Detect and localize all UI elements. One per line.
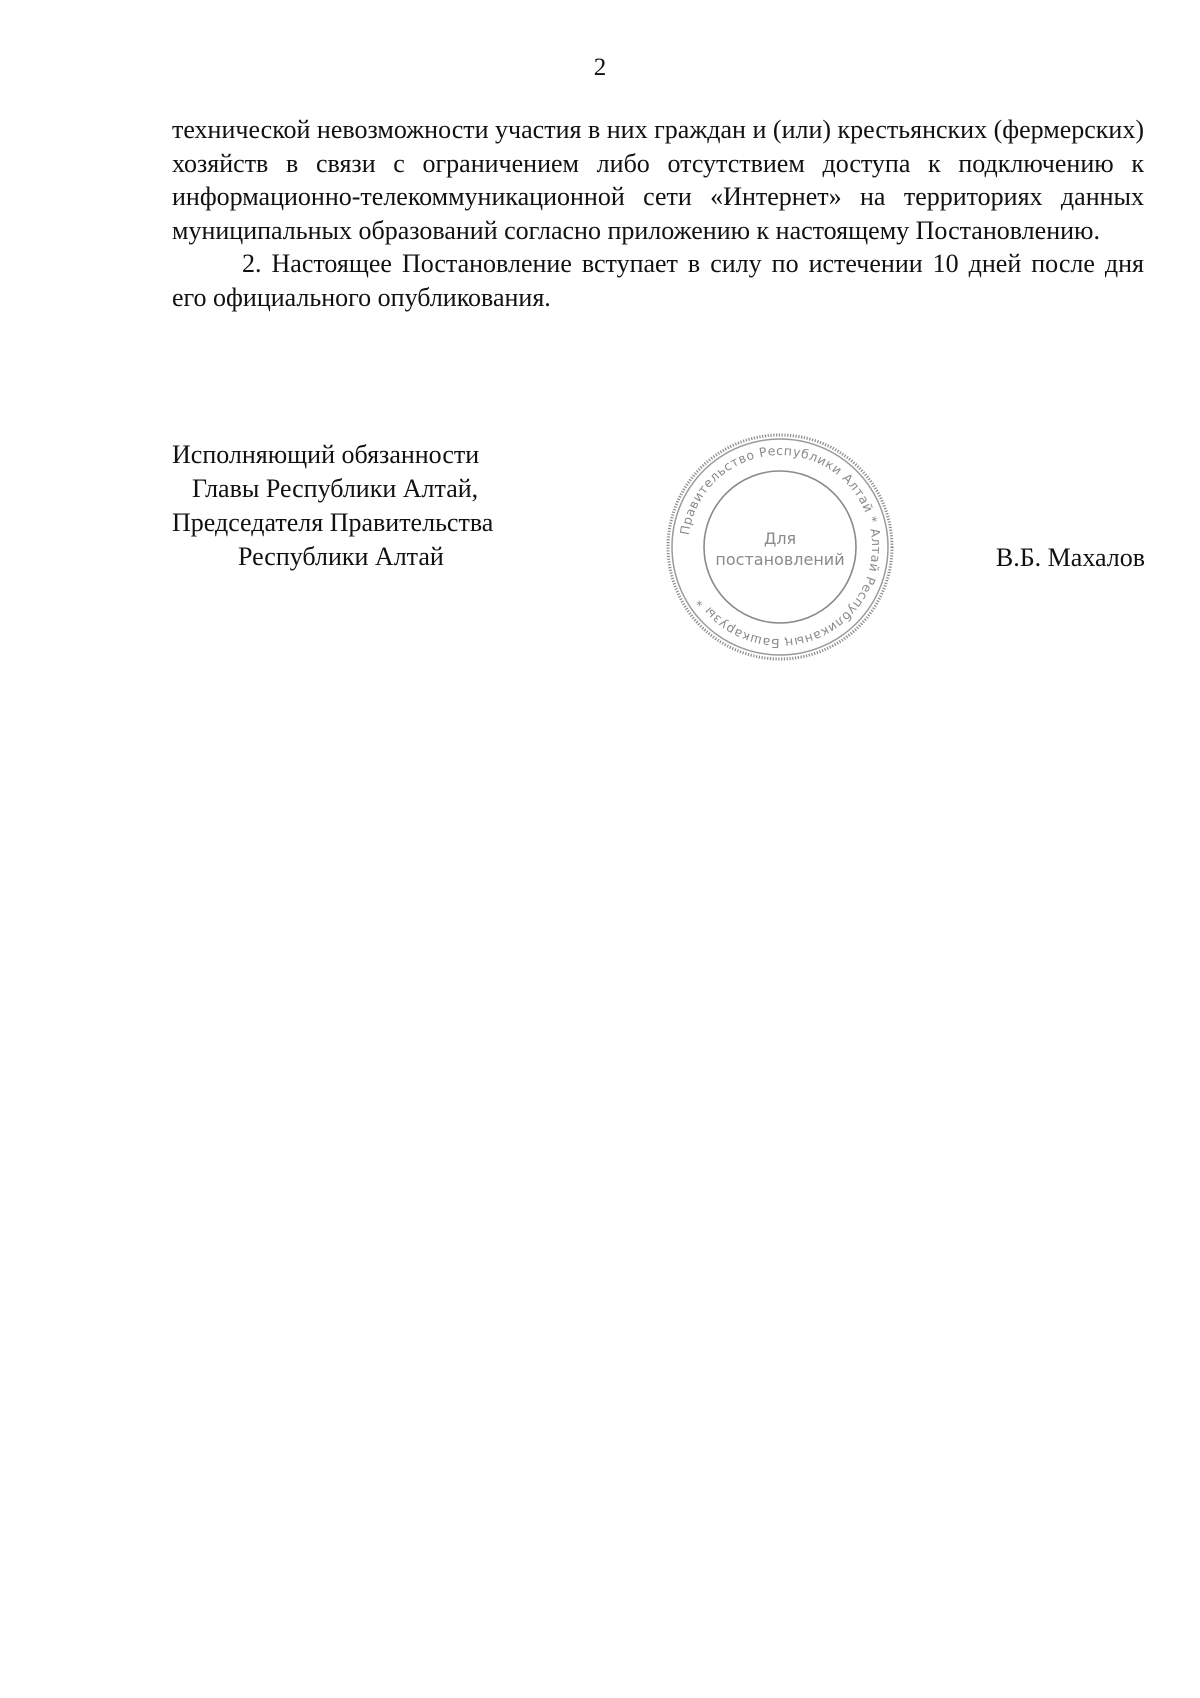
position-line-2: Главы Республики Алтай, — [192, 474, 479, 503]
position-line-3: Председателя Правительства — [172, 508, 494, 537]
stamp-center-line-2: постановлений — [715, 550, 845, 569]
stamp-outer-textpath: Правительство Республики Алтай * Алтай Республиканың Башкарузы * — [676, 442, 885, 652]
signatory-position — [172, 438, 532, 574]
signer-name: В.Б. Махалов — [995, 543, 1145, 572]
paragraph-2: 2. Настоящее Постановление вступает в силу по истечении 10 дней после дня его официального опубликования. — [172, 249, 1144, 312]
document-body — [172, 113, 1144, 314]
position-line-1: Исполняющий обязанности — [172, 440, 480, 469]
position-line-4: Республики Алтай — [238, 542, 444, 571]
stamp-center-line-1: Для — [763, 529, 797, 548]
page-number: 2 — [593, 54, 607, 81]
official-stamp — [665, 432, 895, 662]
paragraph-1: технической невозможности участия в них граждан и (или) крестьянских (фермерских) хозяйств в связи с ограничением либо отсутствием доступа к подключению к информационно-телекоммуникационной сети «Интернет» на территориях данных муниципальных образований согласно приложению к настоящему Постановлению. — [172, 115, 1144, 245]
